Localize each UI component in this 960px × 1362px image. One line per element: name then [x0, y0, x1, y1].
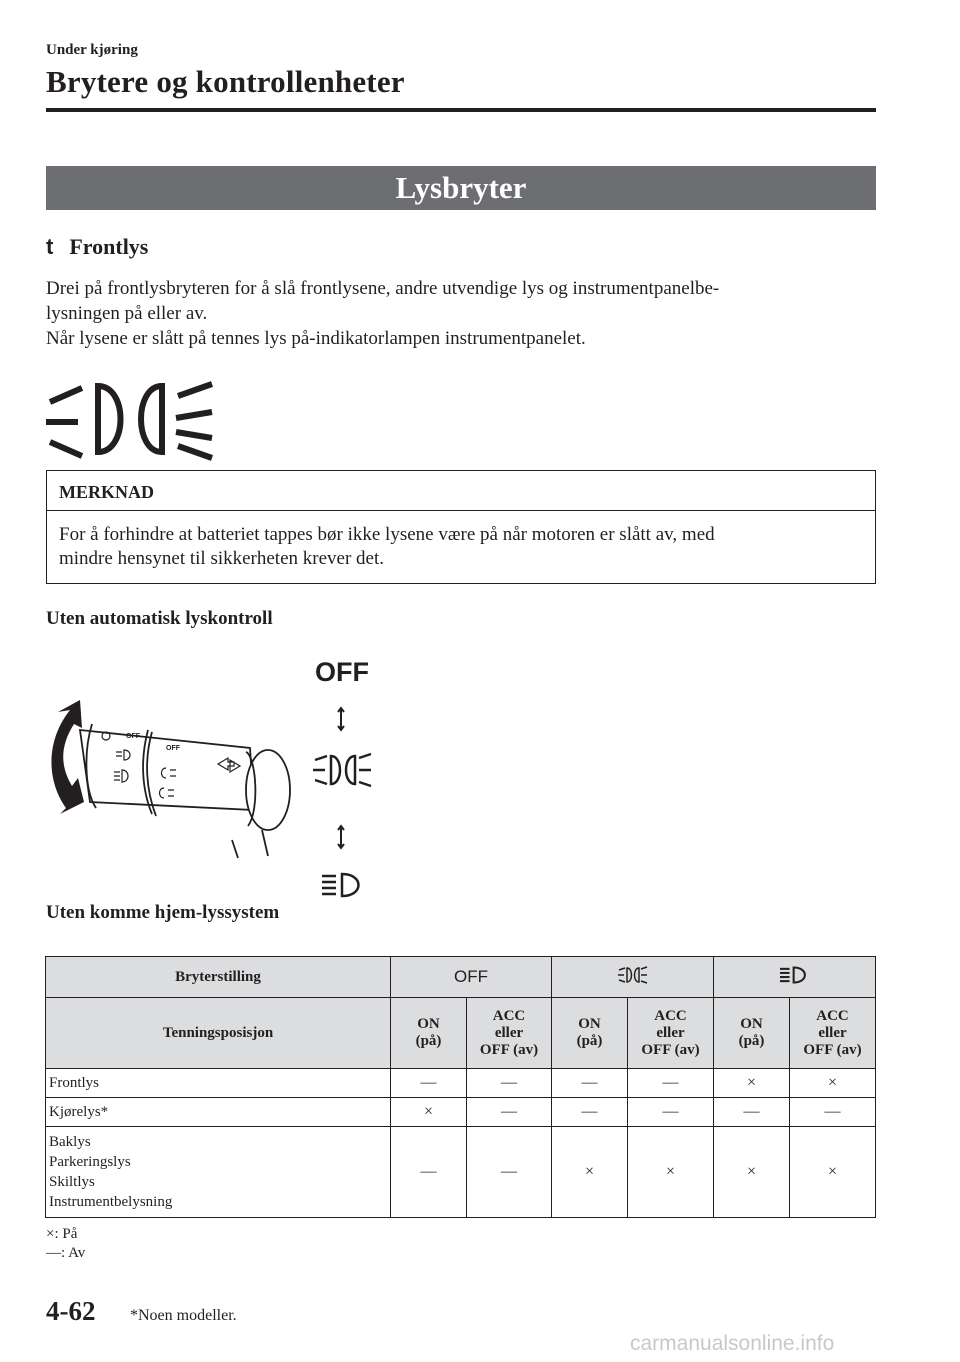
table-cell: ×	[790, 1127, 876, 1218]
intro-line: lysningen på eller av.	[46, 303, 208, 324]
note-body	[59, 523, 859, 571]
table-cell: ×	[790, 1069, 876, 1098]
table-cell: —	[467, 1127, 552, 1218]
label-without-auto-control: Uten automatisk lyskontroll	[46, 608, 273, 629]
stalk-off-label: OFF	[126, 733, 140, 740]
ignition-cell: ON (på)	[714, 998, 790, 1069]
table-cell: ×	[714, 1127, 790, 1218]
section-label: Under kjøring	[46, 42, 138, 58]
table-cell: —	[714, 1098, 790, 1127]
table-cell: —	[467, 1069, 552, 1098]
header-rule	[46, 108, 876, 112]
page-title: Brytere og kontrollenheter	[46, 64, 405, 99]
header-off: OFF	[391, 957, 552, 998]
table-cell: ×	[391, 1098, 467, 1127]
watermark: carmanualsonline.info	[630, 1332, 835, 1355]
table-cell: ×	[628, 1127, 714, 1218]
table-row	[46, 1127, 876, 1218]
row-label: Frontlys	[46, 1069, 391, 1098]
label-without-home-system: Uten komme hjem-lyssystem	[46, 902, 280, 923]
row-label: Kjørelys*	[46, 1098, 391, 1127]
light-switch-stalk-illustration	[40, 690, 300, 860]
ignition-cell: ACC eller OFF (av)	[790, 998, 876, 1069]
headlight-icon	[780, 966, 810, 984]
note-box	[46, 470, 876, 584]
light-switch-table	[45, 956, 876, 1218]
section-band-title: Lysbryter	[46, 166, 876, 210]
ignition-cell: ON (på)	[391, 998, 467, 1069]
switch-arrow-icon	[336, 708, 346, 730]
table-cell: ×	[552, 1127, 628, 1218]
ignition-cell: ON (på)	[552, 998, 628, 1069]
table-row	[46, 1069, 876, 1098]
ignition-cell: ACC eller OFF (av)	[467, 998, 552, 1069]
rotation-arrow-icon	[51, 700, 84, 814]
intro-line: Drei på frontlysbryteren for å slå frontlysene, andre utvendige lys og instrumentpanelbe-	[46, 278, 720, 299]
parking-light-icon	[313, 752, 373, 788]
parking-light-icon	[615, 966, 651, 984]
legend-off: —: Av	[46, 1245, 86, 1261]
note-line: For å forhindre at batteriet tappes bør ikke lysene være på når motoren er slått av, med	[59, 524, 715, 545]
header-parking-light	[552, 957, 714, 998]
table-cell: —	[628, 1069, 714, 1098]
table-legend	[46, 1225, 85, 1263]
legend-on: ×: På	[46, 1226, 78, 1242]
header-headlight	[714, 957, 876, 998]
table-cell: —	[790, 1098, 876, 1127]
header-ignition-position: Tenningsposisjon	[46, 998, 391, 1069]
table-cell: —	[628, 1098, 714, 1127]
headlight-icon	[322, 872, 366, 898]
footnote: *Noen modeller.	[130, 1307, 237, 1324]
table-cell: —	[391, 1127, 467, 1218]
row-label: Baklys Parkeringslys Skiltlys Instrumentbelysning	[46, 1127, 391, 1218]
table-row	[46, 998, 876, 1069]
stalk-off-label-fog: OFF	[166, 745, 180, 752]
table-row	[46, 957, 876, 998]
off-position-label: OFF	[315, 657, 369, 687]
headlight-indicator-icon	[40, 378, 220, 462]
subsection-marker: t	[46, 234, 54, 259]
table-cell: —	[391, 1069, 467, 1098]
switch-arrow-icon	[336, 826, 346, 848]
subsection-title: Frontlys	[69, 234, 149, 259]
intro-line: Når lysene er slått på tennes lys på-indikatorlampen instrumentpanelet.	[46, 328, 586, 349]
header-switch-position: Bryterstilling	[46, 957, 391, 998]
table-cell: —	[467, 1098, 552, 1127]
intro-text	[46, 276, 876, 351]
ignition-cell: ACC eller OFF (av)	[628, 998, 714, 1069]
subsection-heading	[46, 234, 148, 260]
table-row	[46, 1098, 876, 1127]
note-heading: MERKNAD	[47, 471, 875, 511]
note-line: mindre hensynet til sikkerheten krever det.	[59, 548, 385, 569]
page-number: 4-62	[46, 1296, 96, 1326]
table-cell: ×	[714, 1069, 790, 1098]
table-cell: —	[552, 1069, 628, 1098]
table-cell: —	[552, 1098, 628, 1127]
